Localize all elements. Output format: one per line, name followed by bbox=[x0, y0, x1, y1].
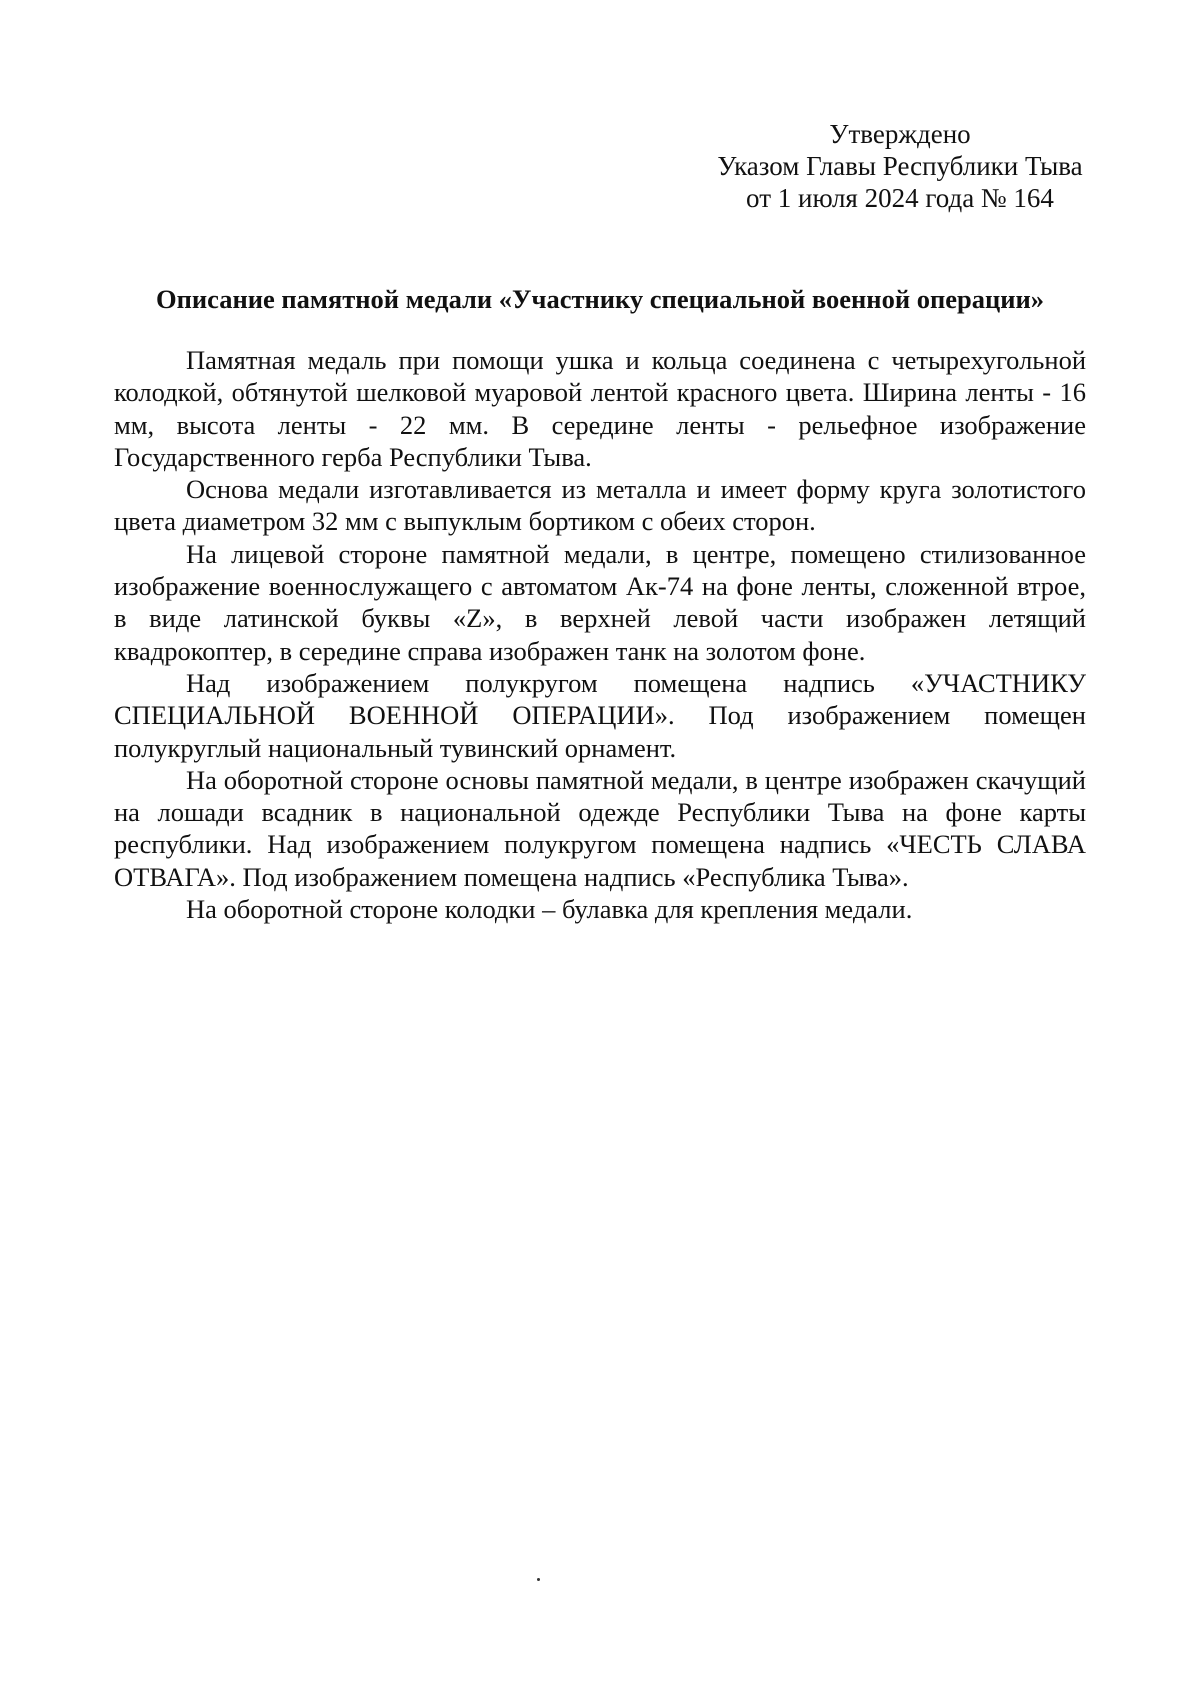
document-title: Описание памятной медали «Участнику специальной военной операции» bbox=[155, 284, 1045, 314]
approval-stamp bbox=[680, 118, 1120, 214]
approval-line-approved: Утверждено bbox=[829, 119, 971, 149]
paragraph-base: Основа медали изготавливается из металла и имеет форму круга золотистого цвета диаметром 32 мм с выпуклым бортиком с обеих сторон. bbox=[114, 474, 1086, 537]
paragraph-ribbon: Памятная медаль при помощи ушка и кольца соединена с четырехугольной колодкой, обтянутой шелковой муаровой лентой красного цвета. Ширина ленты - 16 мм, высота ленты - 22 мм. В середине ленты - рельефное изображение Государственного герба Республики Тыва. bbox=[114, 345, 1086, 472]
paragraph-clasp: На оборотной стороне колодки – булавка для крепления медали. bbox=[186, 894, 913, 925]
approval-line-date: от 1 июля 2024 года № 164 bbox=[746, 183, 1054, 213]
paragraph-obverse: На лицевой стороне памятной медали, в центре, помещено стилизованное изображение военнослужащего с автоматом Ак-74 на фоне ленты, сложенной втрое, в виде латинской буквы «Z», в верхней левой части изображен летящий квадрокоптер, в середине справа изображен танк на золотом фоне. bbox=[114, 538, 1086, 666]
paragraph-inscription: Над изображением полукругом помещена надпись «УЧАСТНИКУ СПЕЦИАЛЬНОЙ ВОЕННОЙ ОПЕРАЦИИ». Под изображением помещен полукруглый национальный тувинский орнамент. bbox=[114, 667, 1086, 763]
page-mark bbox=[537, 1578, 540, 1581]
approval-line-decree: Указом Главы Республики Тыва bbox=[717, 151, 1083, 181]
paragraph-reverse: На оборотной стороне основы памятной медали, в центре изображен скачущий на лошади всадник в национальной одежде Республики Тыва на фоне карты республики. Над изображением полукругом помещена надпись «ЧЕСТЬ СЛАВА ОТВАГА». Под изображением помещена надпись «Республика Тыва». bbox=[114, 764, 1086, 892]
document-body bbox=[114, 344, 1086, 925]
